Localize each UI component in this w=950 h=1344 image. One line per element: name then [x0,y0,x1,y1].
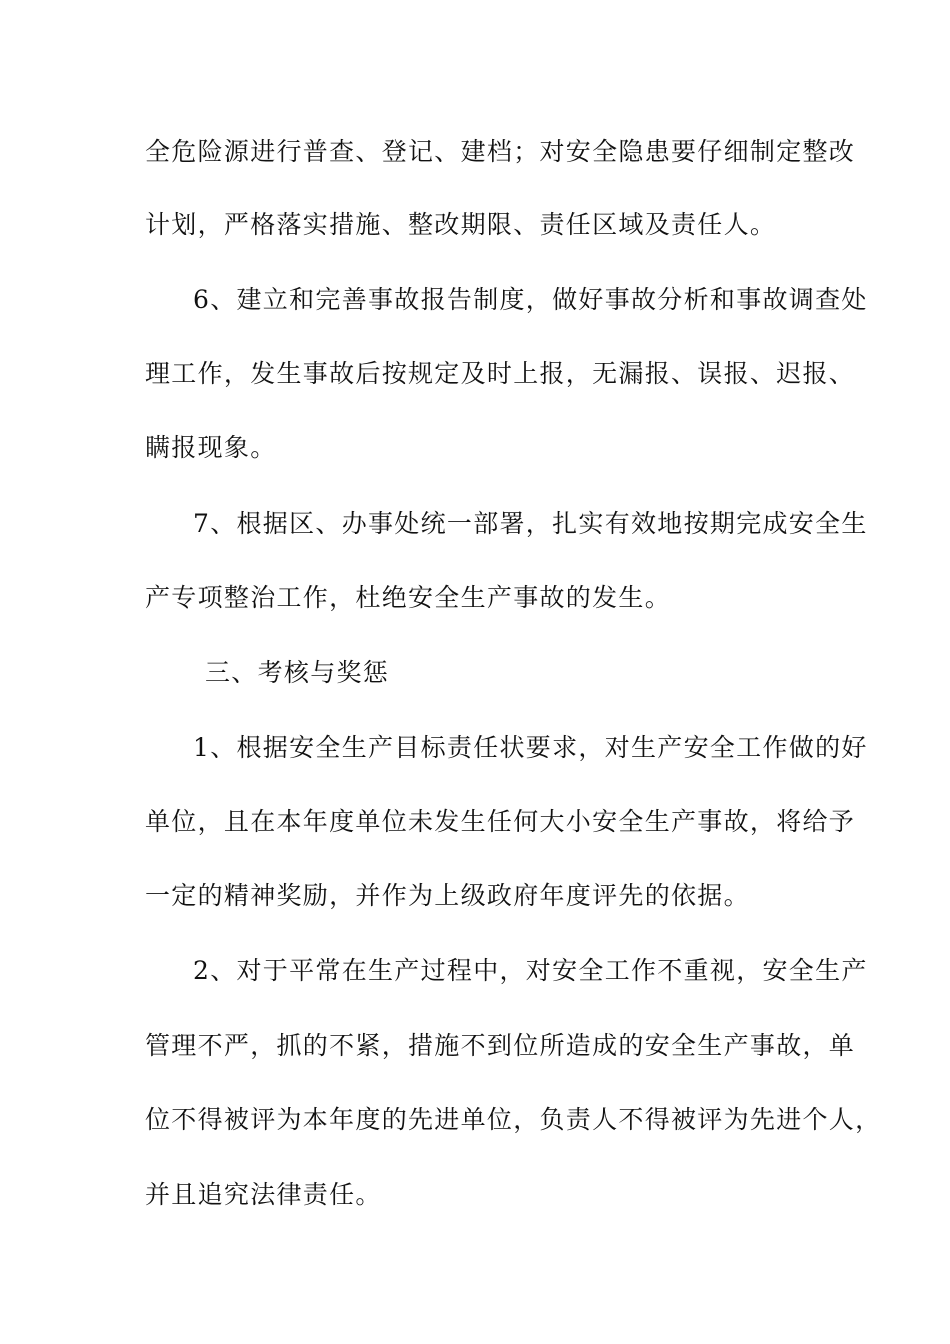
paragraph-line: 一定的精神奖励，并作为上级政府年度评先的依据。 [145,881,750,910]
paragraph-line: 产专项整治工作，杜绝安全生产事故的发生。 [145,583,672,612]
paragraph-line-item-7: 7、根据区、办事处统一部署，扎实有效地按期完成安全生 [193,509,868,538]
paragraph-line-item-6: 6、建立和完善事故报告制度，做好事故分析和事故调查处 [193,285,868,314]
paragraph-line: 位不得被评为本年度的先进单位，负责人不得被评为先进个人， [145,1105,882,1134]
paragraph-line: 瞒报现象。 [145,433,277,462]
paragraph-line-item-1: 1、根据安全生产目标责任状要求，对生产安全工作做的好 [193,733,868,762]
section-heading: 三、考核与奖惩 [205,658,390,687]
paragraph-line: 计划，严格落实措施、整改期限、责任区域及责任人。 [145,210,777,239]
paragraph-line: 全危险源进行普查、登记、建档；对安全隐患要仔细制定整改 [145,137,856,166]
paragraph-line-item-2: 2、对于平常在生产过程中，对安全工作不重视，安全生产 [193,956,868,985]
paragraph-line: 管理不严，抓的不紧，措施不到位所造成的安全生产事故，单 [145,1031,856,1060]
paragraph-line: 单位，且在本年度单位未发生任何大小安全生产事故，将给予 [145,807,856,836]
paragraph-line: 并且追究法律责任。 [145,1180,382,1209]
paragraph-line: 理工作，发生事故后按规定及时上报，无漏报、误报、迟报、 [145,359,856,388]
